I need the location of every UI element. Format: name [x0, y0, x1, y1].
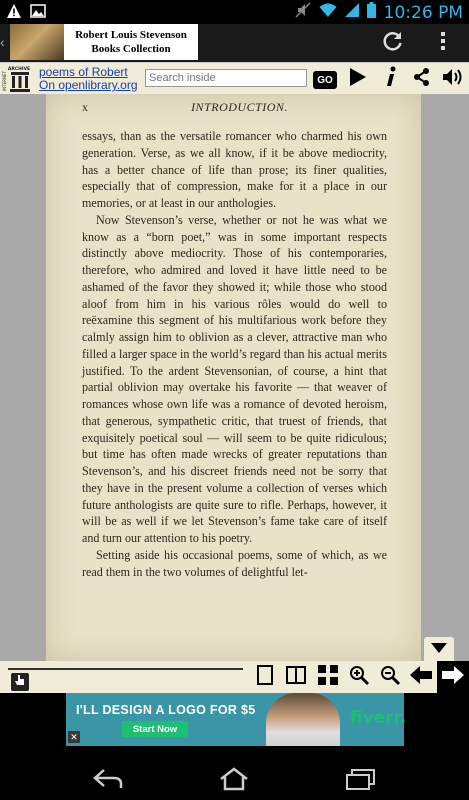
running-title: INTRODUCTION.: [191, 100, 288, 114]
overflow-menu-icon: [439, 30, 447, 57]
image-notification-icon: [30, 3, 46, 24]
info-button[interactable]: [379, 67, 403, 91]
internet-archive-logo[interactable]: [2, 65, 36, 93]
collapse-toolbar-button[interactable]: [424, 637, 454, 661]
battery-icon: [367, 2, 376, 23]
app-title: [64, 28, 198, 56]
play-button[interactable]: [346, 67, 370, 91]
previous-page-icon: [410, 666, 432, 689]
hand-pointer-icon: [14, 673, 26, 691]
ad-area: [0, 693, 469, 748]
status-time: 10:26 PM: [383, 2, 463, 23]
triangle-down-icon: [431, 640, 447, 658]
refresh-icon: [382, 30, 404, 57]
zoom-out-button[interactable]: [378, 665, 402, 689]
thumbnail-grid-icon: [318, 665, 338, 690]
search-inside-input[interactable]: [145, 69, 307, 87]
ad-brand-logo: [350, 708, 406, 728]
next-page-button[interactable]: [437, 661, 469, 693]
ad-start-now-button[interactable]: Start Now: [122, 721, 188, 737]
recent-apps-icon: [344, 768, 376, 795]
reader-toolbar: [0, 62, 469, 94]
paragraph: essays, than as the versatile romancer who charmed his own generation. Verse, as we all know, if it be above mediocrity, has a better chance of life than prose; its finer qualities, especially that of compression, make for it a place in our memories, or at least in our anthologies.: [82, 129, 387, 210]
ad-brand-dot: .: [399, 708, 407, 728]
app-title-line-1: Robert Louis Stevenson: [75, 29, 187, 41]
svg-text:ARCHIVE: ARCHIVE: [7, 67, 31, 72]
progress-handle[interactable]: [11, 673, 29, 691]
info-icon: [384, 66, 398, 93]
ad-close-button[interactable]: ✕: [68, 731, 80, 743]
zoom-in-icon: [349, 665, 369, 690]
book-page[interactable]: [46, 94, 421, 661]
overflow-menu-button[interactable]: [428, 28, 458, 58]
go-button[interactable]: GO: [313, 71, 337, 89]
app-logo[interactable]: [10, 24, 198, 60]
single-page-icon: [257, 665, 273, 690]
signal-icon: [345, 2, 359, 23]
back-icon: [92, 768, 124, 795]
page-number: x: [82, 100, 88, 114]
next-page-icon: [442, 666, 464, 689]
recent-apps-button[interactable]: [340, 766, 380, 796]
ad-brand-name: fiverr: [350, 708, 400, 728]
system-nav-bar: [0, 762, 469, 800]
author-photo: [10, 24, 64, 60]
zoom-in-button[interactable]: [347, 665, 371, 689]
thumbnail-grid-button[interactable]: [316, 665, 340, 689]
source-link[interactable]: [39, 66, 138, 92]
previous-page-button[interactable]: [409, 665, 433, 689]
app-title-line-2: Books Collection: [91, 43, 171, 55]
page-controls: [0, 661, 469, 693]
play-icon: [349, 67, 367, 92]
up-chevron-icon[interactable]: ‹: [0, 34, 5, 50]
speaker-icon: [442, 67, 464, 92]
share-button[interactable]: [410, 67, 434, 91]
wifi-icon: [319, 2, 337, 23]
action-bar: [0, 24, 469, 62]
share-icon: [413, 67, 431, 92]
back-button[interactable]: [88, 766, 128, 796]
two-page-icon: [286, 666, 306, 689]
refresh-button[interactable]: [378, 28, 408, 58]
warning-icon: [6, 3, 22, 24]
status-bar: [0, 0, 469, 24]
zoom-out-icon: [380, 665, 400, 690]
paragraph: Setting aside his occasional poems, some of which, as we read them in the two volumes of delightful let-: [82, 547, 387, 579]
page-body: [82, 128, 387, 580]
progress-track[interactable]: [8, 668, 243, 670]
reading-area[interactable]: [0, 94, 469, 661]
source-link-line-2: On openlibrary.org: [39, 78, 138, 92]
home-button[interactable]: [214, 766, 254, 796]
ad-headline: I'LL DESIGN A LOGO FOR $5: [76, 703, 256, 717]
source-link-line-1: poems of Robert: [39, 65, 128, 79]
single-page-button[interactable]: [253, 665, 277, 689]
advertisement-banner[interactable]: [66, 693, 407, 746]
home-icon: [218, 767, 250, 796]
svg-text:INTERNET: INTERNET: [2, 71, 7, 91]
ad-person-image: [266, 693, 340, 746]
paragraph: Now Stevenson’s verse, whether or not he was what we know as a “born poet,” was in some important respects distinctly above mediocrity. Those of his contemporaries, therefore, who admired and loved it have little need to be ashamed of the favor they showed it; while those who stood aloof from him in his various rôles would do well to reëxamine this segment of his multifarious work before they calmly assign him to oblivion as a clever, attractive man who filled a larger space in the world’s regard than his actual merits justified. To the ardent Stevensonian, of course, a hint that partial oblivion may overtake his favorite — that weaver of romances whose own life was a romance of devoted heroism, that generous, sympathetic critic, that truest of friends, that exquisitely poetical soul — will seem to be quite ridiculous; but time has often made wrecks of greater reputations than Stevenson’s, and his discreet friends need not be sorry that they have in the present volume a collection of verses which future anthologists are quite sure to rifle. Perhaps, however, it will be as well if we let Stevenson’s fame take care of itself and turn our attention to his poetry.: [82, 212, 387, 545]
two-page-button[interactable]: [284, 665, 308, 689]
speaker-button[interactable]: [441, 67, 465, 91]
page-header: [82, 100, 397, 118]
mute-icon: [295, 2, 311, 23]
